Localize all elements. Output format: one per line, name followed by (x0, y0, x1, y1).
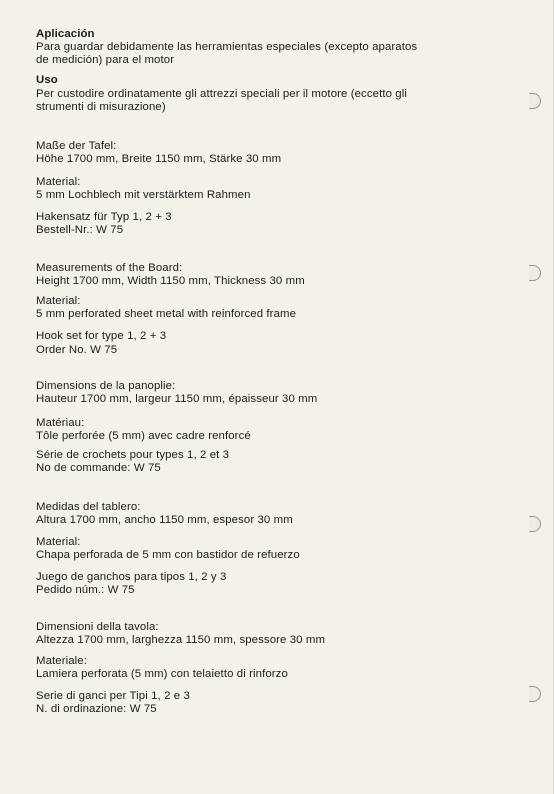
aplicacion-text-line-1: Para guardar debidamente las herramientas especiales (excepto aparatos (36, 41, 418, 53)
fr-order-number: No de commande: W 75 (36, 462, 161, 474)
en-order-number: Order No. W 75 (36, 344, 118, 356)
en-hook-set: Hook set for type 1, 2 + 3 (36, 330, 167, 342)
punch-hole-4 (529, 686, 541, 702)
it-board-measurements-label: Dimensioni della tavola: (36, 621, 159, 633)
de-board-measurements-value: Höhe 1700 mm, Breite 1150 mm, Stärke 30 mm (36, 153, 282, 165)
it-material-label: Materiale: (36, 655, 88, 667)
en-material-label: Material: (36, 295, 81, 307)
fr-board-measurements-label: Dimensions de la panoplie: (36, 380, 176, 392)
es-hook-set: Juego de ganchos para tipos 1, 2 y 3 (36, 571, 227, 583)
fr-hook-set: Série de crochets pour types 1, 2 et 3 (36, 449, 230, 461)
heading-uso: Uso (36, 74, 58, 86)
fr-board-measurements-value: Hauteur 1700 mm, largeur 1150 mm, épaisseur 30 mm (36, 393, 318, 405)
es-material-label: Material: (36, 536, 81, 548)
es-board-measurements-value: Altura 1700 mm, ancho 1150 mm, espesor 30 mm (36, 514, 293, 526)
es-board-measurements-label: Medidas del tablero: (36, 501, 141, 513)
punch-hole-3 (529, 516, 541, 532)
aplicacion-text-line-2: de medición) para el motor (36, 54, 175, 66)
es-material-value: Chapa perforada de 5 mm con bastidor de refuerzo (36, 549, 300, 561)
de-order-number: Bestell-Nr.: W 75 (36, 224, 124, 236)
it-hook-set: Serie di ganci per Tipi 1, 2 e 3 (36, 690, 190, 702)
it-board-measurements-value: Altezza 1700 mm, larghezza 1150 mm, spessore 30 mm (36, 634, 326, 646)
punch-hole-2 (529, 265, 541, 281)
uso-text-line-2: strumenti di misurazione) (36, 101, 166, 113)
it-material-value: Lamiera perforata (5 mm) con telaietto di rinforzo (36, 668, 288, 680)
de-hook-set: Hakensatz für Typ 1, 2 + 3 (36, 211, 172, 223)
uso-text-line-1: Per custodire ordinatamente gli attrezzi speciali per il motore (eccetto gli (36, 88, 407, 100)
de-material-value: 5 mm Lochblech mit verstärktem Rahmen (36, 189, 251, 201)
heading-aplicacion: Aplicación (36, 28, 95, 40)
fr-material-label: Matériau: (36, 417, 85, 429)
punch-hole-1 (529, 93, 541, 109)
en-material-value: 5 mm perforated sheet metal with reinforced frame (36, 308, 297, 320)
en-board-measurements-label: Measurements of the Board: (36, 262, 183, 274)
en-board-measurements-value: Height 1700 mm, Width 1150 mm, Thickness 30 mm (36, 275, 305, 287)
es-order-number: Pedido núm.: W 75 (36, 584, 135, 596)
de-board-measurements-label: Maße der Tafel: (36, 140, 117, 152)
de-material-label: Material: (36, 176, 81, 188)
it-order-number: N. di ordinazione: W 75 (36, 703, 157, 715)
fr-material-value: Tôle perforée (5 mm) avec cadre renforcé (36, 430, 251, 442)
